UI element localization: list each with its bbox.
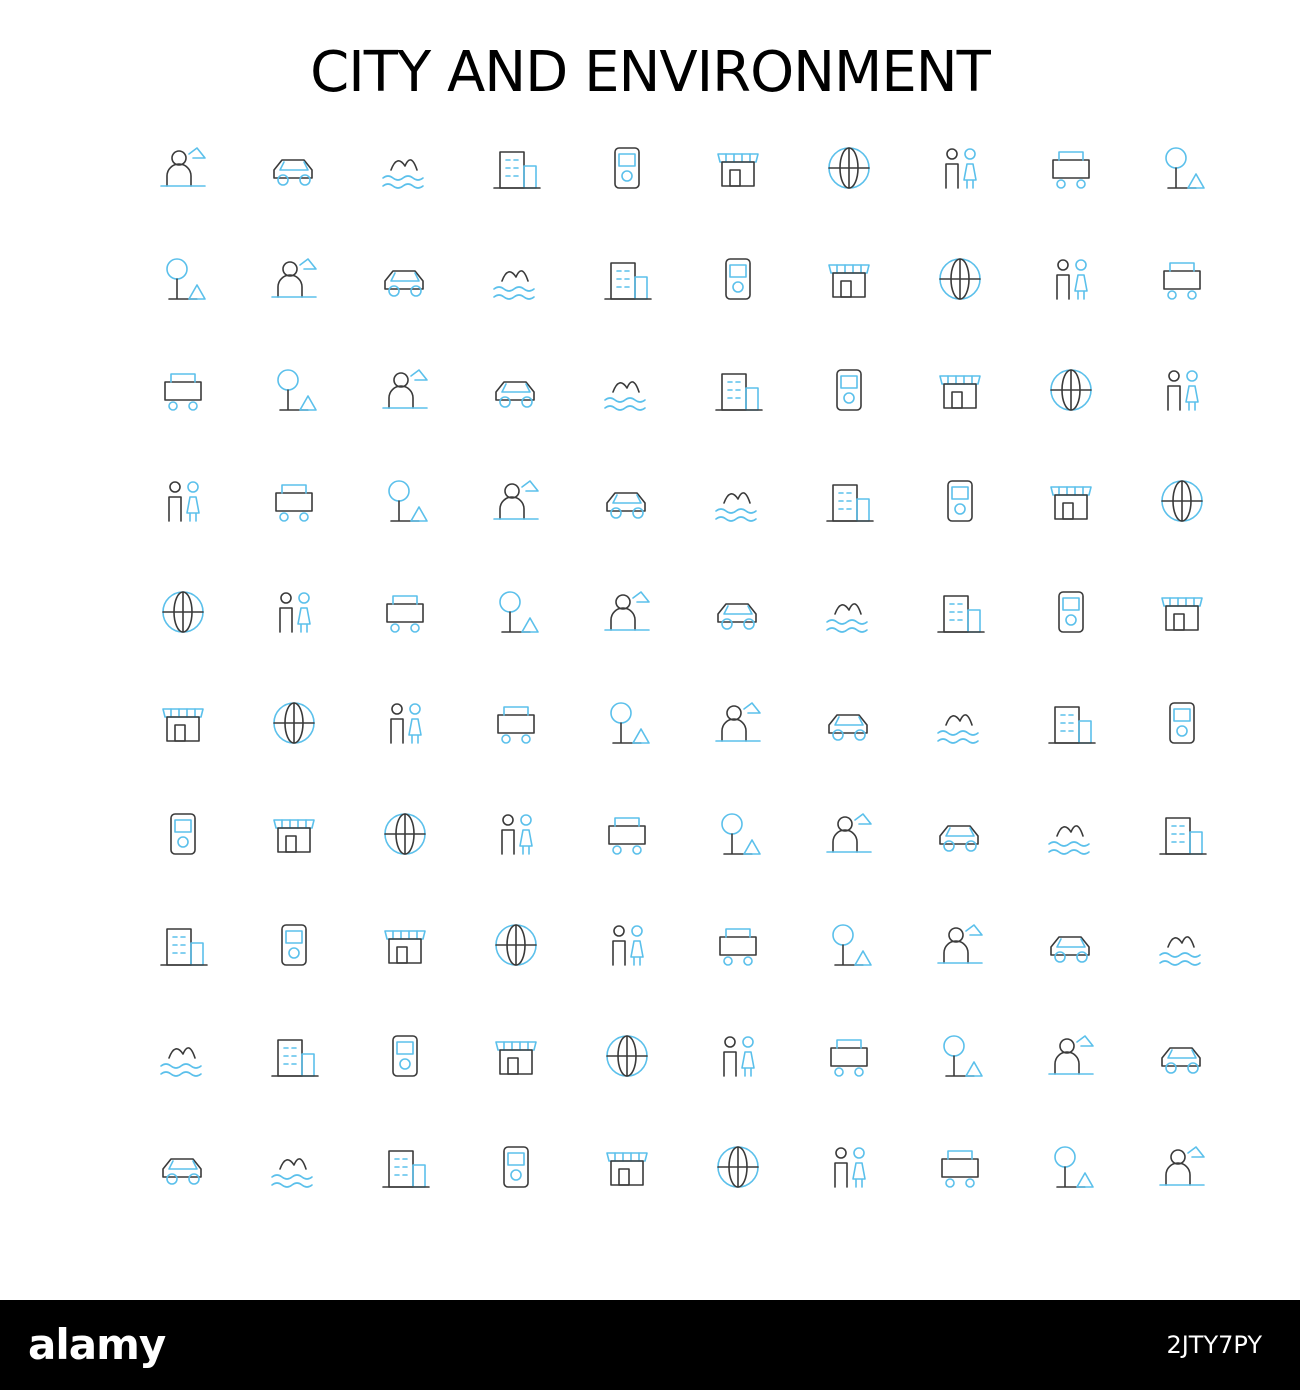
control-tower-icon [238,889,349,1000]
gas-station-icon [793,778,904,889]
castle-gate-icon [571,889,682,1000]
city-hall-icon [682,1111,793,1222]
elevator-icon [460,889,571,1000]
walkie-talkie-icon [1126,334,1237,445]
globe-mask-icon [904,112,1015,223]
office-desk-icon [904,778,1015,889]
spirit-level-icon [904,334,1015,445]
machine-press-icon [349,334,460,445]
machine-wheels-icon [904,445,1015,556]
bicycle-sign-icon [793,667,904,778]
bunk-bed-icon [682,667,793,778]
waterfall-rocks-icon [793,223,904,334]
street-vendor-cart-icon [1126,778,1237,889]
tree-person-icon [1126,112,1237,223]
shop-awning-icon [127,667,238,778]
footer-logo: alamy [28,1320,166,1369]
temple-towers-icon [127,334,238,445]
stadium-roof-icon [349,556,460,667]
billboard-stand-icon [238,445,349,556]
earth-globe-icon [349,223,460,334]
pipe-valve-icon [682,334,793,445]
restroom-people-icon [793,889,904,1000]
scaffolding-icon [460,445,571,556]
man-woman-icon [1126,1111,1237,1222]
arena-building-icon [571,556,682,667]
museum-icon [460,1000,571,1111]
excavator-platform-icon [571,445,682,556]
tree-doctor-icon [127,223,238,334]
city-office-icon [1015,778,1126,889]
worker-bridge-icon [1126,445,1237,556]
lighthouse-tower-icon [682,778,793,889]
tape-measure-icon [127,445,238,556]
bus-building-icon [904,1000,1015,1111]
page-title: CITY AND ENVIRONMENT [310,40,990,105]
couple-toilet-icon [349,667,460,778]
government-building-icon [349,889,460,1000]
person-sign-icon [682,112,793,223]
food-cart-umbrella-icon [238,778,349,889]
officer-banner-icon [682,223,793,334]
vending-machine-icon [1126,889,1237,1000]
street-bench-icon [793,556,904,667]
shop-counter-icon [349,1000,460,1111]
dining-table-icon [460,334,571,445]
engineer-tablet-icon [349,445,460,556]
compass-tool-icon [1015,445,1126,556]
shopping-bag-icon [349,1111,460,1222]
globe-leaf-icon [571,112,682,223]
wall-clock-icon [793,1111,904,1222]
icon-grid [127,112,1237,1224]
kiosk-store-icon [1126,667,1237,778]
shopping-bag-store-icon [571,667,682,778]
apartment-building-icon [460,556,571,667]
folded-map-icon [238,1111,349,1222]
ship-waves-icon [1015,223,1126,334]
fence-screen-icon [793,445,904,556]
car-parking-sign-icon [1126,556,1237,667]
fuel-pump-icon [238,667,349,778]
atm-machine-icon [682,889,793,1000]
mountain-bridge-icon [904,223,1015,334]
lion-portrait-icon [238,112,349,223]
playground-slide-icon [1015,667,1126,778]
rock-sea-icon [460,112,571,223]
factory-icon [1015,1000,1126,1111]
wheelchair-desk-icon [238,1000,349,1111]
waterfall-icon [1126,223,1237,334]
shop-front-icon [682,1000,793,1111]
footer-bar [0,1300,1300,1390]
luggage-suitcase-icon [571,1111,682,1222]
cement-mixer-icon [1015,334,1126,445]
blueprint-box-icon [238,556,349,667]
beach-umbrellas-icon [238,334,349,445]
ticket-icon [1015,1111,1126,1222]
park-lamp-icon [904,889,1015,1000]
phone-booth-icon [460,667,571,778]
engineer-document-icon [127,556,238,667]
globe-thermometer-icon [349,112,460,223]
handbags-icon [904,1111,1015,1222]
church-icon [1126,1000,1237,1111]
tree-landscape-icon [1015,112,1126,223]
pedestrian-traffic-light-icon [904,556,1015,667]
building-bulb-icon [571,334,682,445]
cash-money-icon [127,1000,238,1111]
engineer-plan-icon [682,445,793,556]
person-hill-icon [127,112,238,223]
parking-meter-icon [904,667,1015,778]
office-block-icon [349,778,460,889]
shovel-box-icon [793,334,904,445]
tunnel-bus-icon [1015,556,1126,667]
market-stall-icon [460,778,571,889]
twin-towers-icon [1015,889,1126,1000]
stove-range-icon [127,1111,238,1222]
fountain-icon [571,778,682,889]
trees-icon [460,223,571,334]
volcano-waves-icon [793,112,904,223]
clothes-hanger-icon [460,1111,571,1222]
city-buildings-icon [682,556,793,667]
footer-image-id: 2JTY7PY [1166,1331,1262,1359]
fast-food-icon [793,1000,904,1111]
bicycle-icon [127,889,238,1000]
mountain-biker-icon [571,223,682,334]
cave-water-icon [238,223,349,334]
fire-hydrant-icon [127,778,238,889]
cash-register-icon [571,1000,682,1111]
